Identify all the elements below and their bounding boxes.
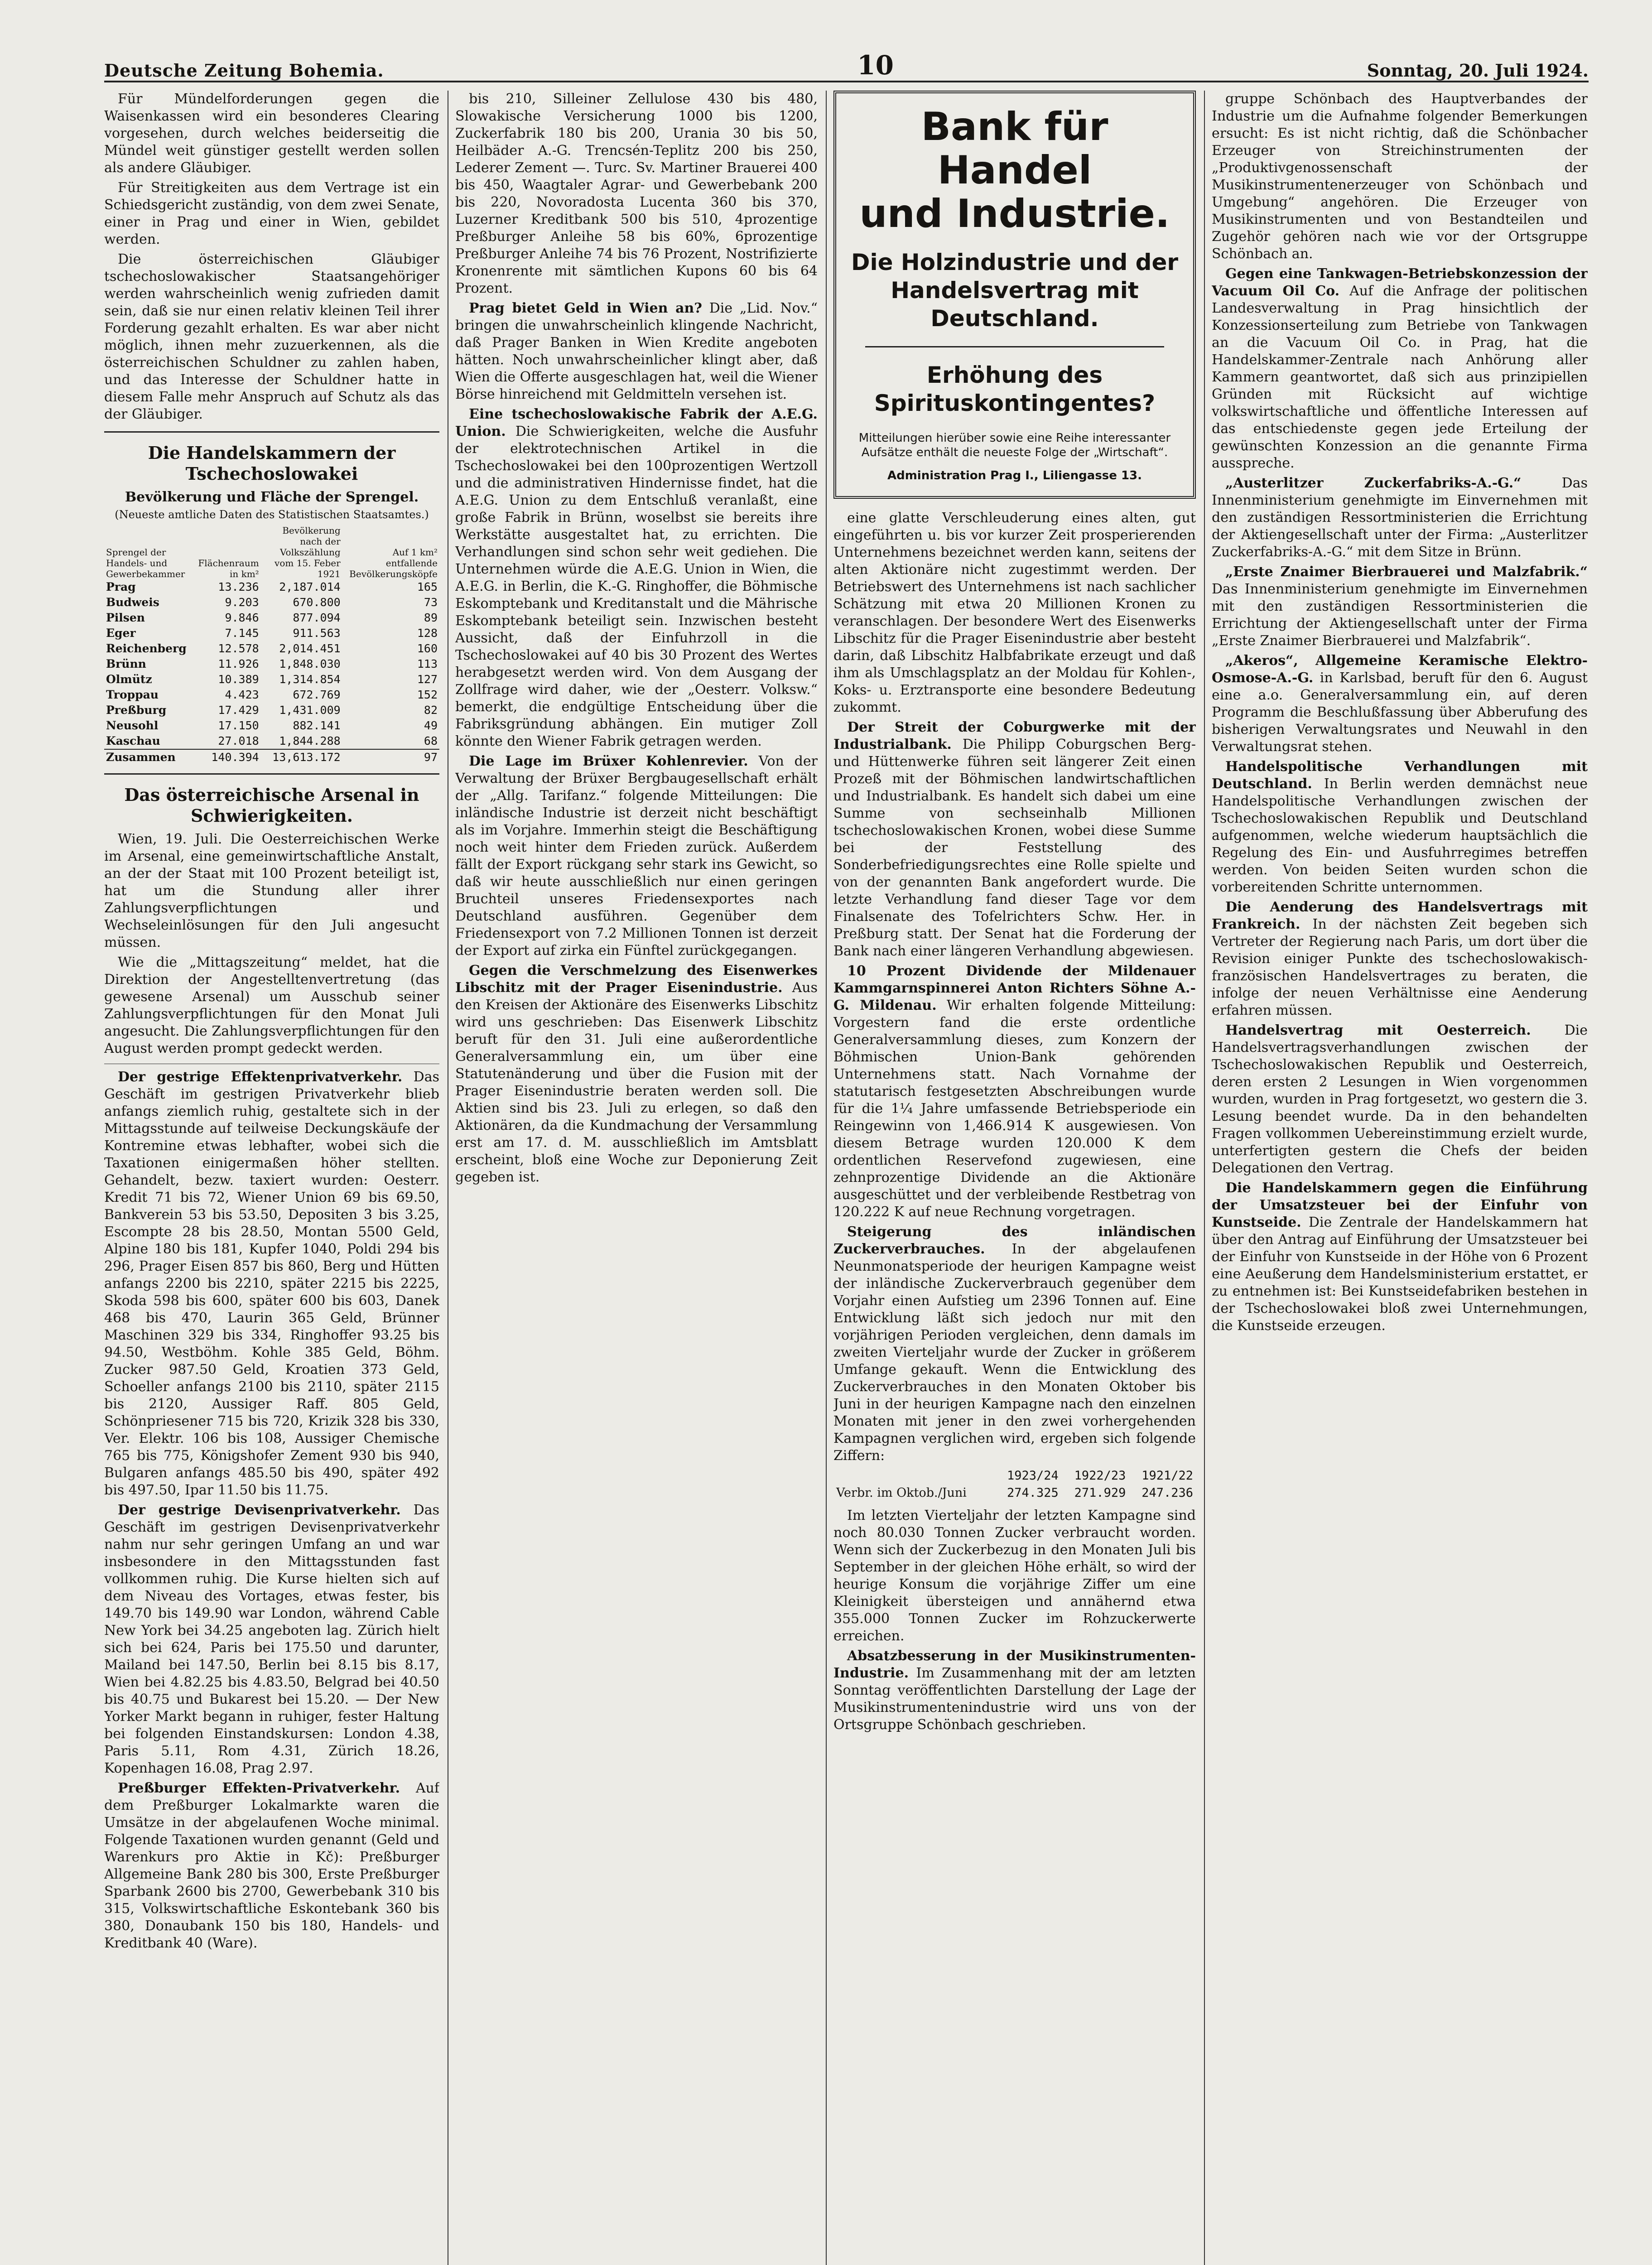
paragraph-text: In Berlin werden demnächst neue Handelspolitische Verhandlungen zwischen der Tschechoslowakischen Republik und Deutschland aufgenommen, welche wiederum hauptsächlich die Regelung des Ein- und Ausfuhrregimes betreffen werden. Von beiden Seiten wurden schon die vorbereitenden Schritte unternommen. [1212,776,1588,895]
table-cell: 1923/24 [1007,1469,1059,1483]
table-cell: 4.423 [225,688,259,701]
table-row [104,687,439,703]
table-cell: 160 [417,642,438,655]
divider [104,773,439,775]
paragraph [1212,475,1588,561]
article-heading: Die Handelskammern der Tschechoslowakei [148,443,396,484]
table-cell: Brünn [106,657,146,670]
paragraph-text: Die Schwierigkeiten, welche die Ausfuhr der elektrotechnischen Artikel in die Tschechoslowakei bei den 100prozentigen Wertzoll und die administrativen Hindernisse findet, hat die A.E.G. Union zu dem Entschluß veranlaßt, eine große Fabrik in Brünn, woselbst sie bereits ihre Werkstätte ausgestaltet hat, zu errichten. Die Verhandlungen sind schon sehr weit gediehen. Die Unternehmen würde die A.E.G. Union in Wien, die A.E.G. in Berlin, die K.-G. Ringhoffer, die Böhmische Eskomptebank und Kreditanstalt und die Mährische Eskomptebank beteiligt sein. Inzwischen besteht Aussicht, daß der Einfuhrzoll in die Tschechoslowakei auf 40 bis 30 Prozent des Wertes herabgesetzt werden wird. Von dem Ausgang der Zollfrage wird daher, wie der „Oesterr. Volksw.“ bemerkt, die endgültige Entscheidung über die Fabriksgründung abhängen. Ein mutiger Zoll könnte den Wiener Fabrik getragen werden. [455,424,818,749]
paragraph-lead: Die Lage im Brüxer Kohlenrevier. [469,753,748,769]
table-cell: 17.150 [218,719,259,732]
sugar-consumption-table [833,1467,1196,1502]
table-header-row [104,525,439,579]
table-header-cell: Bevölkerung nach der Volkszählung vom 15. Feber 1921 [275,525,341,579]
table-cell: 113 [417,657,438,670]
paragraph [833,963,1196,1221]
ad-divider [865,346,1164,347]
paragraph: Wie die „Mittagszeitung“ meldet, hat die Direktion der Angestelltenvertretung (das gewesene Arsenal) um Ausschub seiner Zahlungsverpflichtungen für den Monat Juli angesucht. Die Zahlungsverpflichtungen für den August werden prompt gedeckt werden. [104,954,439,1056]
paragraph: bis 210, Silleiner Zellulose 430 bis 480, Slowakische Versicherung 1000 bis 1200, Zuckerfabrik 180 bis 200, Urania 30 bis 50, Heilbäder A.-G. Trencsén-Teplitz 200 bis 250, Lederer Zement —. Turc. Sv. Martiner Brauerei 400 bis 450, Waagtaler Agrar- und Gewerbebank 200 bis 220, Novoradosta Lucenta 360 bis 370, Luzerner Kreditbank 500 bis 510, 4prozentige Preßburger Anleihe 58 bis 60%, 6prozentige Preßburger Anleihe 74 bis 76 Prozent, Nostrifizierte Kronenrente mit sämtlichen Kupons 60 bis 64 Prozent. [455,91,818,296]
paragraph [455,962,818,1186]
paragraph-lead: Gegen die Verschmelzung des Eisenwerkes Libschitz mit der Prager Eisenindustrie. [455,963,818,996]
paragraph [455,300,818,403]
table-cell: 1,314.854 [279,673,341,686]
advertisement-box [833,91,1196,499]
table-cell: Preßburg [106,704,167,717]
table-cell: 13.236 [218,580,259,593]
paragraph [1212,899,1588,1019]
table-cell: Neusohl [106,719,159,732]
paragraph-text: Aus den Kreisen der Aktionäre des Eisenwerks Libschitz wird uns geschrieben: Das Eisenwerk Libschitz beruft für den 31. Juli eine außerordentliche Generalversammlung ein, um über eine Statutenänderung und über die Fusion mit der Prager Eisenindustrie beraten werden soll. Die Aktien sind bis 23. Juli zu erlegen, so daß den Aktionären, da die Kundmachung der Versammlung erst am 17. d. M. ausschließlich im Amtsblatt erscheint, bloß eine Woche zur Deponierung Zeit gegeben ist. [455,980,818,1185]
table-row [104,626,439,641]
table-cell: 9.203 [225,596,259,609]
paragraph [833,1224,1196,1465]
table-cell: 49 [424,719,438,732]
table-cell: 73 [424,596,438,609]
paragraph-text: Die Handelsvertragsverhandlungen zwischen der Tschechoslowakischen Republik und Oesterreich, deren ersten 2 Lesungen in Wien vorgenommen wurden, wurden in Prag fortgesetzt, wo gestern die 3. Lesung beendet wurde. Da in den behandelten Fragen vollkommen Uebereinstimmung erzielt wurde, unterfertigten gestern die Chefs der beiden Delegationen den Vertrag. [1212,1022,1588,1176]
paragraph-lead: Absatzbesserung in der Musikinstrumenten-Industrie. [833,1648,1196,1681]
paragraph [455,406,818,750]
table-cell: 165 [417,580,438,593]
table-cell: 1921/22 [1141,1469,1193,1483]
chamber-statistics-table [104,525,439,765]
table-cell: 877.094 [293,611,341,624]
paragraph-text: In der abgelaufenen Neunmonatsperiode der heurigen Kampagne weist der inländische Zuckerverbrauch gegenüber dem Vorjahr einen Aufstieg um 2396 Tonnen auf. Eine Entwicklung läßt sich jedoch nur mit den vorjährigen Perioden vergleichen, denn damals im zweiten Vierteljahr wurde der Zucker in größerem Umfange gekauft. Wenn die Entwicklung des Zuckerverbrauches in den Monaten Oktober bis Juni in der heurigen Kampagne nach den einzelnen Monaten mit jener in den zwei vorhergehenden Kampagnen verglichen wird, ergeben sich folgende Ziffern: [833,1241,1196,1464]
table-row [104,718,439,733]
paragraph-lead: Die Aenderung des Handelsvertrags mit Frankreich. [1212,899,1588,932]
paragraph-lead: Handelspolitische Verhandlungen mit Deutschland. [1212,759,1588,792]
ad-title: Bank für Handel [921,104,1108,193]
paragraph [104,1502,439,1777]
paragraph-lead: „Austerlitzer Zuckerfabriks-A.-G.“ [1225,475,1522,491]
article-subheading: Bevölkerung und Fläche der Sprengel. [125,489,419,505]
paragraph [1212,1022,1588,1177]
table-cell: 12.578 [218,642,259,655]
table-row [104,641,439,656]
table-cell: 672.769 [293,688,341,701]
table-header-cell: Flächenraum in km² [198,558,259,579]
table-row [104,672,439,687]
table-row [104,656,439,672]
table-cell: Olmütz [106,673,152,686]
table-cell: 13,613.172 [261,749,342,765]
column-1 [104,91,439,2265]
paragraph-lead: „Akeros“, Allgemeine Keramische Elektro-Osmose-A.-G. [1212,653,1588,686]
article-heading: Das österreichische Arsenal in Schwierigkeiten. [124,785,419,826]
divider [104,431,439,433]
ad-note: Mitteilungen hierüber sowie eine Reihe interessanter Aufsätze enthält die neueste Folge der „Wirtschaft“. [858,431,1171,459]
paragraph-text: Auf die Anfrage der politischen Landesverwaltung in Prag hinsichtlich der Konzessionserteilung zum Betriebe von Tankwagen an die Vacuum Oil Co. in Prag, hat die Handelskammer-Zentrale nach Anhörung aller Kammern geantwortet, daß sich aus prinzipiellen Gründen mit Rücksicht auf wichtige volkswirtschaftliche und öffentliche Interessen auf das entschiedenste gegen jede Erteilung der gewünschten Konzession an die genannte Firma ausspreche. [1212,283,1588,471]
table-cell: 247.236 [1141,1486,1193,1500]
paragraph-text: in Karlsbad, beruft für den 6. August eine a.o. Generalversammlung ein, auf deren Programm die Beschlußfassung über Abberufung des bisherigen Verwaltungsrates und Neuwahl in den Verwaltungsrat stehen. [1212,670,1588,755]
table-cell: 152 [417,688,438,701]
table-cell: Eger [106,626,136,640]
table-row [104,703,439,718]
paragraph-lead: Die Handelskammern gegen die Einführung der Umsatzsteuer bei der Einfuhr von Kunstseide. [1212,1180,1588,1230]
paragraph [1212,758,1588,896]
table-cell: 9.846 [225,611,259,624]
paragraph-text: Das Geschäft im gestrigen Devisenprivatverkehr nahm nur sehr geringen Umfang an und war insbesondere in den Mittagsstunden fast vollkommen ruhig. Die Kurse hielten sich auf dem Niveau des Vortages, etwas fester, bis 149.70 bis 149.90 war London, während Cable New York bei 34.25 angeboten lag. Zürich hielt sich bei 624, Paris bei 175.50 und darunter, Mailand bei 147.50, Berlin bei 8.15 bis 8.17, Wien bei 4.82.25 bis 4.83.50, Belgrad bei 40.50 bis 40.75 und Bukarest bei 15.20. — Der New Yorker Markt begann in ruhiger, fester Haltung bei folgenden Einstandskursen: London 4.38, Paris 5.11, Rom 4.31, Zürich 18.26, Kopenhagen 16.08, Prag 2.97. [104,1502,439,1776]
table-total-row [104,749,439,765]
paper-title: Deutsche Zeitung Bohemia. [104,60,384,81]
table-cell: Zusammen [104,749,195,765]
table-header-cell: Auf 1 km² entfallende Bevölkerungsköpfe [349,547,438,579]
paragraph [455,753,818,959]
paragraph: Wien, 19. Juli. Die Oesterreichischen Werke im Arsenal, eine gemeinwirtschaftliche Anstalt, an der der Staat mit 100 Prozent beteiligt ist, hat um die Stundung aller ihrer Zahlungsverpflichtungen und Wechseleinlösungen für den Juli angesucht müssen. [104,831,439,950]
column-4 [1212,91,1588,2265]
table-cell: 274.325 [1007,1486,1059,1500]
paragraph [104,1780,439,1952]
ad-headline: Die Holzindustrie und der Handelsvertrag mit Deutschland. [851,249,1179,332]
paragraph [104,1069,439,1499]
paragraph-text: In der nächsten Zeit begeben sich Vertreter der Regierung nach Paris, um dort über die Revision einiger Punkte des tschechoslowakisch-französischen Handelsvertrages zu beraten, die infolge der neuen Verhältnisse eine Aenderung erfahren müssen. [1212,916,1588,1018]
paragraph-lead: Der Streit der Coburgwerke mit der Industrialbank. [833,719,1196,752]
paragraph-text: Das Innenministerium genehmigte im Einvernehmen mit den zuständigen Ressortministerien die Errichtung der Aktiengesellschaft unter der Firma: „Austerlitzer Zuckerfabriks-A.-G.“ mit dem Sitze in Brünn. [1212,475,1588,560]
paragraph-lead: Der gestrige Effektenprivatverkehr. [118,1069,403,1085]
table-cell: 89 [424,611,438,624]
paragraph [1212,652,1588,756]
table-cell: 1922/23 [1074,1469,1126,1483]
table-row [104,610,439,626]
paragraph-lead: Der gestrige Devisenprivatverkehr. [118,1502,401,1518]
paragraph-text: Wir erhalten folgende Mitteilung: Vorgestern fand die erste ordentliche Generalversammlung dieses, zum Konzern der Böhmischen Union-Bank gehörenden Unternehmens statt. Nach Vornahme der statutarisch festgesetzten Abschreibungen wurde für die 1¼ Jahre umfassende Betriebsperiode ein Reingewinn von 1,466.914 K ausgewiesen. Von diesem Betrage wurden 120.000 K dem ordentlichen Reservefond zugewiesen, eine zehnprozentige Dividende an die Aktionäre ausgeschüttet und der verbleibende Restbetrag von 120.222 K auf neue Rechnung vorgetragen. [833,998,1196,1220]
paragraph: Für Mündelforderungen gegen die Waisenkassen wird ein besonderes Clearing vorgesehen, durch welches beiderseitig die Mündel weit günstiger gestellt werden sollen als andere Gläubiger. [104,91,439,176]
table-cell: 11.926 [218,657,259,670]
table-cell: 1,844.288 [279,734,341,747]
paragraph-text: Die Philipp Coburgschen Berg- und Hüttenwerke führen seit längerer Zeit einen Prozeß mit der Böhmischen landwirtschaftlichen und Industrialbank. Es handelt sich dabei um eine Summe von sechseinhalb Millionen tschechoslowakischen Kronen, wobei diese Summe bei der Feststellung des Sonderbefriedigungsrechtes eine Rolle spielte und von der genannten Bank angefordert wurde. Die letzte Verhandlung fand dieser Tage vor dem Finalsenate des Tofelrichters Schw. Her. in Preßburg statt. Der Senat hat die Forderung der Bank nach einer längeren Verhandlung abgewiesen. [833,737,1196,959]
table-cell [833,1467,994,1484]
table-cell: Troppau [106,688,159,701]
paragraph-text: Auf dem Preßburger Lokalmarkte waren die Umsätze in der abgelaufenen Woche minimal. Folgende Taxationen wurden genannt (Geld und Warenkurs pro Aktie in Kč): Preßburger Allgemeine Bank 280 bis 300, Erste Preßburger Sparbank 2600 bis 2700, Gewerbebank 310 bis 315, Volkswirtschaftliche Eskontebank 360 bis 380, Donaubank 150 bis 180, Handels- und Kreditbank 40 (Ware). [104,1780,439,1951]
ad-title: und Industrie. [859,191,1170,236]
page-number: 10 [857,50,894,81]
table-cell: 127 [417,673,438,686]
paragraph-text: Das Geschäft im gestrigen Privatverkehr blieb anfangs ziemlich ruhig, gestaltete sich in der Mittagsstunde auf teilweise Deckungskäufe der Kontremine etwas lebhafter, wobei sich die Taxationen einigermaßen höher stellten. Gehandelt, bezw. taxiert wurden: Oesterr. Kredit 71 bis 72, Wiener Union 69 bis 69.50, Bankverein 53 bis 53.50, Depositen 3 bis 3.25, Escompte 28 bis 28.50, Montan 5500 Geld, Alpine 180 bis 181, Kupfer 1040, Poldi 294 bis 296, Prager Eisen 857 bis 860, Berg und Hütten anfangs 2200 bis 2210, später 2215 bis 2225, Skoda 598 bis 600, später 600 bis 603, Danek 468 bis 470, Laurin 365 Geld, Brünner Maschinen 329 bis 334, Ringhoffer 93.25 bis 94.50, Westböhm. Kohle 385 Geld, Böhm. Zucker 987.50 Geld, Kroatien 373 Geld, Schoeller anfangs 2100 bis 2110, später 2115 bis 2120, Aussiger Raff. 805 Geld, Schönpriesener 715 bis 720, Krizik 328 bis 330, Ver. Elektr. 106 bis 108, Aussiger Chemische 765 bis 775, Königshofer Zement 930 bis 940, Bulgaren anfangs 485.50 bis 490, später 492 bis 497.50, Ipar 11.50 bis 11.75. [104,1069,439,1498]
column-rule [1204,91,1205,2265]
ad-address: Administration Prag I., Liliengasse 13. [887,469,1142,482]
paragraph [1212,1180,1588,1335]
table-cell: 68 [424,734,438,747]
table-cell: Prag [106,580,136,593]
paragraph-lead: Handelsvertrag mit Oesterreich. [1225,1022,1531,1038]
ad-headline: Erhöhung des Spirituskontingentes? [874,362,1156,416]
column-3 [833,91,1196,2265]
table-cell: 2,014.451 [279,642,341,655]
table-cell: 140.394 [195,749,261,765]
page-header [104,49,1589,82]
paragraph-lead: Steigerung des inländischen Zuckerverbrauches. [833,1224,1196,1257]
table-cell: 670.800 [293,596,341,609]
paragraph-text: Die „Lid. Nov.“ bringen die unwahrscheinlich klingende Nachricht, daß Prager Banken in Wien Kredite angeboten hätten. Noch unwahrscheinlicher klingt aber, daß Wien die Offerte ausgeschlagen hat, weil die Wiener Börse hinreichend mit Geldmitteln versehen ist. [455,300,818,402]
table-cell: 7.145 [225,626,259,640]
table-cell: 2,187.014 [279,580,341,593]
table-cell: 1,848.030 [279,657,341,670]
table-cell: 271.929 [1074,1486,1126,1500]
table-cell: Verbr. im Oktob./Juni [836,1486,967,1500]
paragraph: Die österreichischen Gläubiger tschechoslowakischer Staatsangehöriger werden wahrscheinlich wenig zufrieden damit sein, daß sie nur einen relativ kleinen Teil ihrer Forderung gezahlt erhalten. Es war aber nicht möglich, ihnen mehr zuzuerkennen, als die österreichischen Schuldner zu zahlen haben, und das Interesse der Schuldner hatte in diesem Falle mehr Anspruch auf Schutz als das der Gläubiger. [104,251,439,422]
paragraph [833,719,1196,960]
table-cell: 128 [417,626,438,640]
table-cell: 1,431.009 [279,704,341,717]
paragraph: gruppe Schönbach des Hauptverbandes der Industrie um die Aufnahme folgender Bemerkungen ersucht: Es ist nicht richtig, daß die Schönbacher Erzeuger von Streichinstrumenten der „Produktivgenossenschaft der Musikinstrumentenerzeuger von Schönbach und Umgebung“ angehören. Die Erzeuger von Musikinstrumenten und von Bestandteilen und Zugehör gehören nach wie vor der Ortsgruppe Schönbach an. [1212,91,1588,262]
table-header-row [833,1467,1196,1484]
table-row [833,1484,1196,1502]
paragraph-lead: Prag bietet Geld in Wien an? [469,300,702,316]
paragraph-text: Das Innenministerium genehmigte im Einvernehmen mit den zuständigen Ressortministerien die Errichtung der Aktiengesellschaft unter der Firma „Erste Znaimer Bierbrauerei und Malzfabrik“. [1212,581,1588,649]
table-cell: Pilsen [106,611,145,624]
table-cell: 911.563 [293,626,341,640]
table-row [104,595,439,610]
table-cell: 97 [342,749,439,765]
issue-date: Sonntag, 20. Juli 1924. [1367,60,1589,81]
paragraph: Im letzten Vierteljahr der letzten Kampagne sind noch 80.030 Tonnen Zucker verbraucht worden. Wenn sich der Zuckerbezug in den Monaten Juli bis September in der gleichen Höhe erhält, so wird der heurige Konsum die vorjährige Ziffer um eine Kleinigkeit übersteigen und annähernd etwa 355.000 Tonnen Zucker im Rohzuckerwerte erreichen. [833,1508,1196,1644]
article-note: (Neueste amtliche Daten des Statistischen Staatsamtes.) [115,508,429,521]
table-cell: Kaschau [106,734,160,747]
paragraph: Für Streitigkeiten aus dem Vertrage ist ein Schiedsgericht zuständig, von dem zwei Senate, einer in Prag und einer in Wien, gebildet werden. [104,180,439,247]
paragraph-lead: Preßburger Effekten-Privatverkehr. [118,1780,400,1796]
table-row [104,733,439,749]
table-body [104,579,439,749]
paragraph-lead: „Erste Znaimer Bierbrauerei und Malzfabrik.“ [1225,564,1588,580]
paragraph-lead: Gegen eine Tankwagen-Betriebskonzession der Vacuum Oil Co. [1212,266,1588,299]
paragraph-text: Im Zusammenhang mit der am letzten Sonntag veröffentlichten Darstellung der Lage der Musikinstrumentenindustrie wird uns von der Ortsgruppe Schönbach geschrieben. [833,1665,1196,1733]
table-row [104,579,439,595]
paragraph-text: Von der Verwaltung der Brüxer Bergbaugesellschaft erhält der „Allg. Tarifanz.“ folgende Mitteilungen: Die inländische Industrie ist derzeit nicht beschäftigt als im Vorjahre. Immerhin steigt die Beschäftigung noch weit hinter dem Frieden zurück. Außerdem fällt der Export rückgang sehr stark ins Gewicht, so daß wir heute ausschließlich nur einen geringen Bruchteil unseres Friedensexportes nach Deutschland ausführen. Gegenüber dem Friedensexport von 7.2 Millionen Tonnen ist derzeit der Export auf zirka ein Fünftel zurückgegangen. [455,753,818,959]
table-cell: 82 [424,704,438,717]
table-cell: 17.429 [218,704,259,717]
column-2 [455,91,818,2265]
paragraph [1212,265,1588,472]
table-cell: 10.389 [218,673,259,686]
paragraph: eine glatte Verschleuderung eines alten, gut eingeführten u. bis vor kurzer Zeit prosperierenden Unternehmens bezeichnet werden kann, seitens der alten Aktionäre nicht zugestimmt werden. Der Betriebswert des Unternehmens ist nach sachlicher Schätzung mit etwa 20 Millionen Kronen zu veranschlagen. Der besondere Wert des Eisenwerks Libschitz für die Prager Eisenindustrie aber besteht darin, daß Libschitz Halbfabrikate erzeugt und daß ihm als Umschlagsplatz an der Moldau für Kohlen-, Koks- u. Erztransporte eine besondere Bedeutung zukommt. [833,510,1196,715]
table-cell: 882.141 [293,719,341,732]
paragraph-lead: 10 Prozent Dividende der Mildenauer Kammgarnspinnerei Anton Richters Söhne A.-G. Mildenau. [833,963,1196,1013]
column-rule [826,91,827,2265]
paragraph-text: Die Zentrale der Handelskammern hat über den Antrag auf Einführung der Umsatzsteuer bei der Einfuhr von Kunstseide in der Höhe von 6 Prozent eine Aeußerung dem Handelsministerium erstattet, er zu entnehmen ist: Bei Kunstseidefabriken bestehen in der Tschechoslowakei bloß zwei Unternehmungen, die Kunstseide erzeugen. [1212,1214,1588,1334]
paragraph [1212,564,1588,650]
table-cell: Budweis [106,596,159,609]
paragraph [833,1648,1196,1734]
table-cell: 27.018 [218,734,259,747]
paragraph-lead: Eine tschechoslowakische Fabrik der A.E.G. Union. [455,406,818,439]
table-cell: Reichenberg [106,642,187,655]
table-header-cell: Sprengel der Handels- und Gewerbekammer [106,547,185,579]
